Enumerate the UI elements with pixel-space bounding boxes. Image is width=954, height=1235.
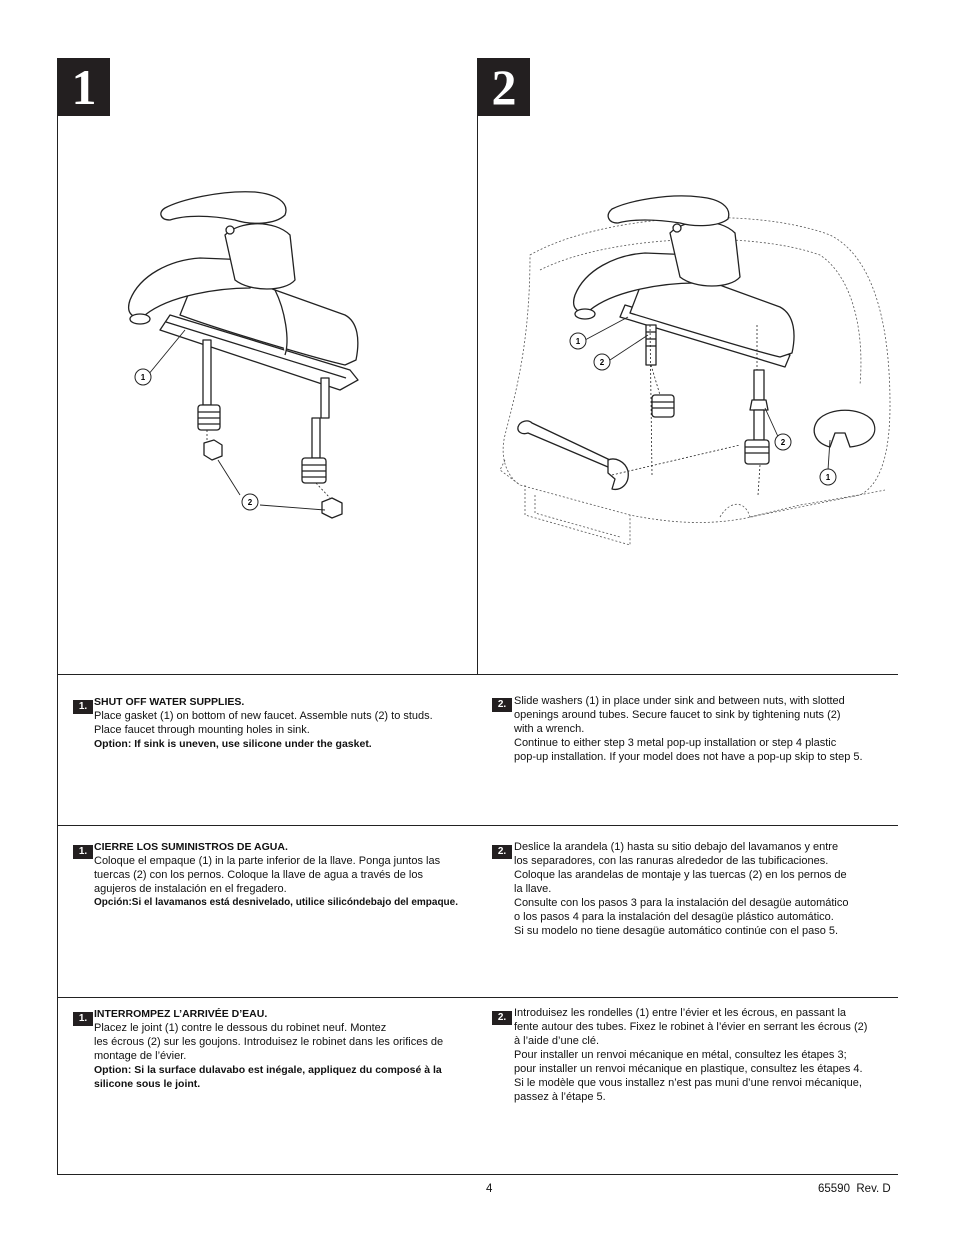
english-step-1-option: Option: If sink is uneven, use silicone under the gasket.	[94, 738, 372, 750]
english-step-2-line4: Continue to either step 3 metal pop-up installation or step 4 plastic	[514, 737, 837, 749]
frame-bottom-border	[57, 1174, 898, 1175]
spanish-step-2-text	[514, 840, 894, 938]
french-step-2-line4: Pour installer un renvoi mécanique en métal, consultez les étapes 3;	[514, 1049, 847, 1061]
french-step-1-line3: montage de l’évier.	[94, 1050, 187, 1062]
callout-gasket-1: 1	[140, 373, 146, 382]
french-step-2-line3: à l’aide d’une clé.	[514, 1035, 600, 1047]
spanish-step-2-line1: Deslice la arandela (1) hasta su sitio debajo del lavamanos y entre	[514, 841, 839, 853]
english-step-1-line1: Place gasket (1) on bottom of new faucet. Assemble nuts (2) to studs.	[94, 710, 433, 722]
french-step-1-heading: INTERROMPEZ L’ARRIVÉE D’EAU.	[94, 1008, 268, 1020]
spanish-step-1-line3: agujeros de instalación en el fregadero.	[94, 883, 287, 895]
callout-washer-1-right: 1	[825, 473, 831, 482]
french-step-2-line2: fente autour des tubes. Fixez le robinet à l’évier en serrant les écrous (2)	[514, 1021, 868, 1033]
spanish-step-2-line4: la llave.	[514, 883, 552, 895]
english-step-2-line1: Slide washers (1) in place under sink and between nuts, with slotted	[514, 695, 845, 707]
step-1-number-box: 1	[58, 58, 110, 116]
callout-nut-2-right: 2	[780, 438, 786, 447]
spanish-step-1-line2: tuercas (2) con los pernos. Coloque la llave de agua a través de los	[94, 869, 423, 881]
french-step-1-badge: 1.	[73, 1012, 93, 1026]
callout-nuts-2: 2	[247, 498, 253, 507]
callout-washer-1-top: 1	[575, 337, 581, 346]
spanish-step-1-heading: CIERRE LOS SUMINISTROS DE AGUA.	[94, 841, 288, 853]
step-2-number-box: 2	[478, 58, 530, 116]
french-step-2-line7: passez à l’étape 5.	[514, 1091, 606, 1103]
french-step-2-text	[514, 1006, 899, 1104]
spanish-step-2-line2: los separadores, con las ranuras alrededor de las tubificaciones.	[514, 855, 829, 867]
french-step-2-line6: Si le modèle que vous installez n’est pas muni d’une renvoi mécanique,	[514, 1077, 862, 1089]
english-step-2-line5: pop-up installation. If your model does not have a pop-up skip to step 5.	[514, 751, 863, 763]
spanish-step-1-badge: 1.	[73, 845, 93, 859]
document-id: 65590 Rev. D	[818, 1183, 891, 1195]
french-step-1-option-line1: Option: Si la surface dulavabo est inégale, appliquez du composé à la	[94, 1064, 442, 1076]
frame-divider-english	[57, 825, 898, 826]
english-step-1-badge: 1.	[73, 700, 93, 714]
spanish-step-2-line6: o los pasos 4 para la instalación del desagüe plástico automático.	[514, 911, 834, 923]
spanish-step-1-text	[94, 840, 489, 910]
french-step-1-line2: les écrous (2) sur les goujons. Introduisez le robinet dans les orifices de	[94, 1036, 444, 1048]
frame-divider-vertical	[477, 58, 478, 675]
spanish-step-2-badge: 2.	[492, 845, 512, 859]
english-step-1-text	[94, 695, 474, 751]
french-step-1-option-line2: silicone sous le joint.	[94, 1078, 201, 1090]
frame-left-border	[57, 58, 58, 1175]
frame-divider-spanish	[57, 997, 898, 998]
spanish-step-1-line1: Coloque el empaque (1) in la parte inferior de la llave. Ponga juntos las	[94, 855, 441, 867]
english-step-2-text	[514, 694, 894, 764]
english-step-2-badge: 2.	[492, 698, 512, 712]
french-step-2-line5: pour installer un renvoi mécanique en plastique, consultez les étapes 4.	[514, 1063, 863, 1075]
french-step-1-line1: Placez le joint (1) contre le dessous du robinet neuf. Montez	[94, 1022, 387, 1034]
spanish-step-2-line3: Coloque las arandelas de montaje y las tuercas (2) en los pernos de	[514, 869, 847, 881]
french-step-2-badge: 2.	[492, 1011, 512, 1025]
spanish-step-1-option: Opción:Si el lavamanos está desnivelado, utilice silicóndebajo del empaque.	[94, 897, 458, 908]
callout-nut-2-left: 2	[599, 358, 605, 367]
english-step-1-line2: Place faucet through mounting holes in sink.	[94, 724, 310, 736]
english-step-1-heading: SHUT OFF WATER SUPPLIES.	[94, 696, 245, 708]
page-number: 4	[486, 1183, 493, 1195]
spanish-step-2-line5: Consulte con los pasos 3 para la instalación del desagüe automático	[514, 897, 849, 909]
spanish-step-2-line7: Si su modelo no tiene desagüe automático continúe con el paso 5.	[514, 925, 839, 937]
step-2-faucet-sink-illustration	[500, 195, 895, 575]
french-step-2-line1: Introduisez les rondelles (1) entre l’évier et les écrous, en passant la	[514, 1007, 847, 1019]
frame-divider-illustrations	[57, 674, 898, 675]
english-step-2-line2: openings around tubes. Secure faucet to sink by tightening nuts (2)	[514, 709, 841, 721]
english-step-2-line3: with a wrench.	[514, 723, 585, 735]
french-step-1-text	[94, 1007, 474, 1091]
step-1-faucet-illustration	[100, 180, 400, 540]
